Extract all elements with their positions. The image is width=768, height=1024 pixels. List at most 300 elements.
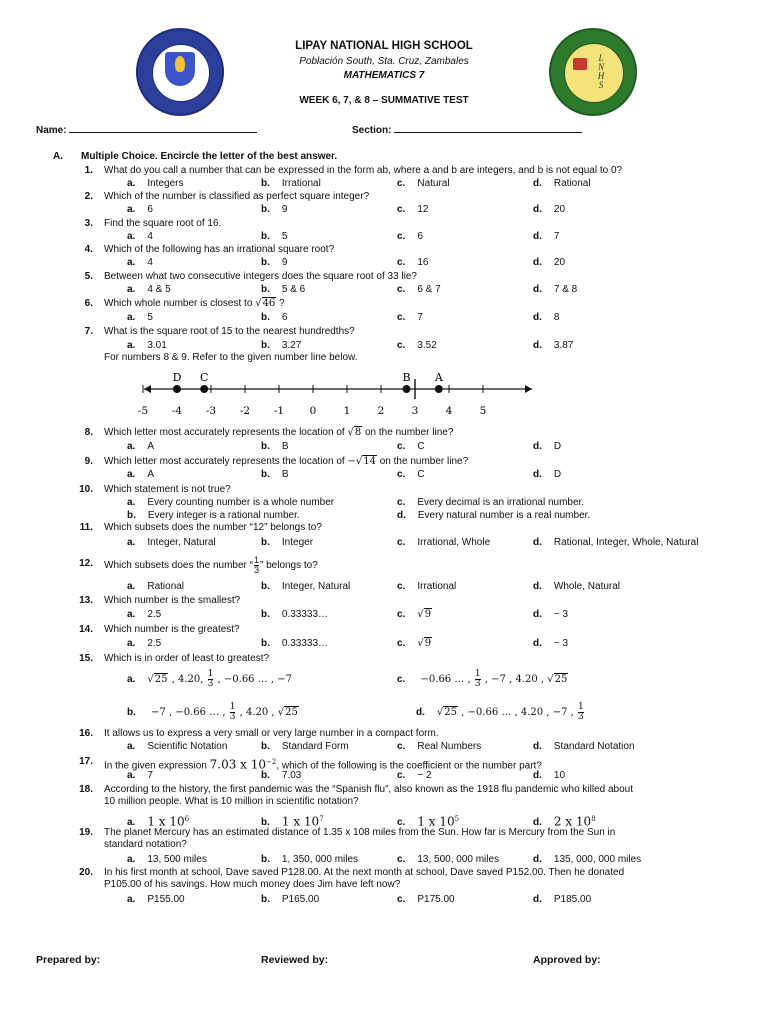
section-label: Section: <box>352 125 392 136</box>
option-text: 8 <box>553 312 560 323</box>
question-text <box>104 191 369 203</box>
option-text: 12 <box>417 204 429 215</box>
question-stem: Which whole number is closest to <box>104 298 253 309</box>
option-b[interactable] <box>261 854 358 866</box>
option-letter: d. <box>533 894 542 905</box>
option-c[interactable] <box>397 894 455 906</box>
option-d[interactable] <box>533 741 635 753</box>
option-letter: c. <box>397 441 406 452</box>
sqrt-expression: √9 <box>417 609 432 620</box>
option-text: Integer, Natural <box>147 537 216 548</box>
tick-label: -5 <box>137 405 149 417</box>
option-letter: b. <box>261 312 270 323</box>
question-number: 5. <box>84 271 93 282</box>
option-d[interactable] <box>533 340 573 352</box>
option-text: Irrational <box>281 178 321 189</box>
prepared-by: Prepared by: <box>36 954 101 966</box>
option-text: 4 <box>147 231 153 242</box>
option-letter: a. <box>127 441 136 452</box>
option-d[interactable] <box>533 581 620 593</box>
option-text: Irrational, Whole <box>417 537 491 548</box>
option-text: A <box>147 469 155 480</box>
option-a[interactable] <box>127 312 153 324</box>
option-text: 1, 350, 000 miles <box>281 854 359 865</box>
question-text <box>104 271 417 283</box>
option-d[interactable] <box>533 609 568 621</box>
option-letter: c. <box>397 178 406 189</box>
option-c[interactable] <box>397 178 450 190</box>
tick-label: 1 <box>343 405 351 417</box>
option-c[interactable] <box>397 668 568 692</box>
option-text: 6 <box>281 312 288 323</box>
denominator: 3 <box>229 712 236 722</box>
option-b[interactable] <box>261 770 301 782</box>
option-text: , −0.66 … , −7 <box>214 674 292 685</box>
option-text: 5 <box>147 312 153 323</box>
option-d[interactable] <box>533 469 561 481</box>
sqrt-expression: √14 <box>355 456 376 467</box>
question-stem: What do you call a number that can be expressed in the form ab, where a and b are integers, and b is not equal to 0? <box>104 165 623 176</box>
approved-by: Approved by: <box>533 954 601 966</box>
question-text <box>104 756 542 772</box>
option-c[interactable] <box>397 231 423 243</box>
option-text: 3.52 <box>417 340 437 351</box>
number-line <box>137 366 540 422</box>
option-c[interactable] <box>397 741 481 753</box>
option-text: , −7 , 4.20 , <box>481 674 548 685</box>
option-letter: b. <box>261 204 270 215</box>
option-letter: a. <box>127 581 136 592</box>
sqrt-expression: √46 <box>255 298 276 309</box>
option-d[interactable] <box>533 204 565 216</box>
option-text: 4 <box>147 257 153 268</box>
option-text: 5 <box>281 231 288 242</box>
option-letter: b. <box>261 638 270 649</box>
option-text: 6 <box>417 231 423 242</box>
option-a[interactable] <box>127 284 171 296</box>
option-text: 3.27 <box>281 340 302 351</box>
point-b <box>403 385 411 393</box>
option-text: 135, 000, 000 miles <box>553 854 642 865</box>
option-text: 13, 500 miles <box>147 854 207 865</box>
denominator: 3 <box>577 712 584 722</box>
sqrt-expression: √25 <box>147 674 168 685</box>
option-text: A <box>147 441 155 452</box>
option-text: P185.00 <box>553 894 592 905</box>
option-text: Scientific Notation <box>147 741 228 752</box>
option-a[interactable] <box>127 204 153 216</box>
question-text <box>104 456 468 468</box>
question-number: 8. <box>84 427 93 438</box>
question-end: on the number line? <box>364 427 454 438</box>
fraction <box>475 670 481 689</box>
numerator: 1 <box>253 555 259 565</box>
option-letter: c. <box>397 817 406 829</box>
option-letter: c. <box>397 469 406 480</box>
tick-label: 4 <box>445 405 453 417</box>
option-text: 7 <box>147 770 153 781</box>
option-text: , 4.20 , <box>236 707 278 718</box>
question-stem: Which number is the greatest? <box>104 624 240 635</box>
question-number: 10. <box>79 484 93 495</box>
option-text: Rational <box>553 178 591 189</box>
reviewed-by: Reviewed by: <box>261 954 329 966</box>
option-text: − 3 <box>553 609 569 620</box>
exponent: −2 <box>266 758 277 766</box>
option-a[interactable] <box>127 469 154 481</box>
option-letter: b. <box>261 178 270 189</box>
tick-label: -1 <box>273 405 285 417</box>
option-text: P175.00 <box>417 894 455 905</box>
option-letter: b. <box>261 340 270 351</box>
option-text: Integers <box>147 178 184 189</box>
option-a[interactable] <box>127 178 183 190</box>
option-text: 2.5 <box>147 638 162 649</box>
name-blank[interactable] <box>69 122 257 133</box>
option-b[interactable] <box>127 701 299 725</box>
option-a[interactable] <box>127 770 153 782</box>
option-d[interactable] <box>416 701 585 725</box>
option-letter: b. <box>261 894 270 905</box>
option-letter: b. <box>261 469 270 480</box>
option-b[interactable] <box>261 537 313 549</box>
option-letter: d. <box>533 312 542 323</box>
option-letter: a. <box>127 609 136 620</box>
option-b[interactable] <box>261 469 289 481</box>
option-letter: b. <box>261 817 270 829</box>
question-stem: Which number is the smallest? <box>104 595 241 606</box>
option-text: − 2 <box>417 770 432 781</box>
option-letter: a. <box>127 178 136 189</box>
option-b[interactable] <box>261 581 350 593</box>
option-d[interactable] <box>533 231 559 243</box>
option-b[interactable] <box>261 741 349 753</box>
option-d[interactable] <box>533 284 577 296</box>
option-letter: d. <box>533 638 542 649</box>
option-b[interactable] <box>261 441 289 453</box>
option-text: Every counting number is a whole number <box>147 497 335 508</box>
option-c[interactable] <box>397 312 423 324</box>
expression: 1 x 10 <box>281 814 320 829</box>
option-d[interactable] <box>533 257 565 269</box>
option-letter: c. <box>397 340 406 351</box>
option-c[interactable] <box>397 770 432 782</box>
option-text: Real Numbers <box>417 741 482 752</box>
question-stem: Which of the following has an irrational square root? <box>104 244 335 255</box>
option-text: D <box>553 469 562 480</box>
option-a[interactable] <box>127 854 207 866</box>
radicand: 25 <box>285 707 298 718</box>
option-c[interactable] <box>397 441 425 453</box>
question-stem: Which of the number is classified as perfect square integer? <box>104 191 370 202</box>
question-number: 14. <box>79 624 93 635</box>
option-text: Rational <box>147 581 185 592</box>
option-c[interactable] <box>397 609 432 621</box>
fraction <box>254 556 259 575</box>
denominator: 3 <box>253 565 259 575</box>
option-letter: c. <box>397 854 406 865</box>
option-text: 0.33333… <box>281 638 329 649</box>
option-text: 4 & 5 <box>147 284 171 295</box>
point-a <box>435 385 443 393</box>
option-letter: b. <box>261 231 270 242</box>
question-number: 17. <box>79 756 93 767</box>
question-stem: Which subsets does the number “ <box>104 560 253 572</box>
question-text <box>104 298 285 310</box>
option-b[interactable] <box>261 178 321 190</box>
option-b[interactable] <box>261 257 287 269</box>
option-a[interactable] <box>127 638 161 650</box>
exponent: 5 <box>454 815 460 823</box>
tick-label: 2 <box>377 405 385 417</box>
radicand: 9 <box>424 609 432 620</box>
option-letter: a. <box>127 537 136 548</box>
option-d[interactable] <box>533 178 591 190</box>
option-text: 5 & 6 <box>281 284 306 295</box>
option-c[interactable] <box>397 469 425 481</box>
school-name: LIPAY NATIONAL HIGH SCHOOL <box>295 40 473 52</box>
question-text <box>104 165 622 177</box>
radicand: 8 <box>354 427 362 438</box>
point-c <box>200 385 208 393</box>
option-letter: d. <box>533 854 542 865</box>
arrow-left <box>144 385 151 393</box>
option-b[interactable] <box>261 340 301 352</box>
option-text: 6 <box>147 204 153 215</box>
question-number: 19. <box>79 827 93 838</box>
option-text: Natural <box>417 178 450 189</box>
option-b[interactable] <box>261 312 287 324</box>
option-letter: b. <box>261 284 270 295</box>
question-text <box>104 427 453 439</box>
option-text: −0.66 … , <box>417 674 474 685</box>
fraction <box>208 670 214 689</box>
question-text <box>104 867 624 879</box>
question-stem: Which is in order of least to greatest? <box>104 653 270 664</box>
option-a[interactable] <box>127 581 184 593</box>
question-end: on the number line? <box>379 456 469 467</box>
option-a[interactable] <box>127 668 292 692</box>
tick-label: 5 <box>479 405 487 417</box>
option-text: Rational, Integer, Whole, Natural <box>553 537 699 548</box>
question-text <box>104 556 318 575</box>
question-number: 1. <box>84 165 93 176</box>
option-letter: d. <box>533 741 542 752</box>
option-a[interactable] <box>127 537 216 549</box>
option-b[interactable] <box>261 231 287 243</box>
option-text: 13, 500, 000 miles <box>417 854 500 865</box>
option-letter: b. <box>261 609 270 620</box>
section-blank[interactable] <box>394 122 582 133</box>
option-a[interactable] <box>127 741 227 753</box>
question-number: 9. <box>84 456 93 467</box>
question-text <box>104 484 231 496</box>
question-stem: In his first month at school, Dave saved P128.00. At the next month at school, Dave saved P152.00. Then he donated <box>104 867 625 878</box>
option-letter: b. <box>261 441 270 452</box>
point-label: B <box>402 371 411 384</box>
question-end: ? <box>279 298 285 309</box>
option-letter: d. <box>533 340 542 351</box>
option-c[interactable] <box>397 537 490 549</box>
option-c[interactable] <box>397 257 428 269</box>
school-address: Población South, Sta. Cruz, Zambales <box>299 56 469 67</box>
option-letter: d. <box>533 770 542 781</box>
option-letter: d. <box>533 284 542 295</box>
option-a[interactable] <box>127 497 334 509</box>
option-text: P165.00 <box>281 894 320 905</box>
option-text: 7 & 8 <box>553 284 578 295</box>
option-letter: b. <box>127 707 136 718</box>
option-text: Standard Form <box>281 741 349 752</box>
option-b[interactable] <box>127 510 300 522</box>
option-letter: d. <box>533 178 542 189</box>
option-letter: c. <box>397 770 406 781</box>
option-letter: c. <box>397 894 406 905</box>
option-text: Irrational <box>417 581 457 592</box>
option-letter: b. <box>261 581 270 592</box>
question-stem: What is the square root of 15 to the nearest hundredths? <box>104 326 355 337</box>
option-b[interactable] <box>261 894 319 906</box>
option-text: 7 <box>553 231 560 242</box>
option-text: 3.01 <box>147 340 167 351</box>
question-text-line2: P105.00 of his savings. How much money does Jim have left now? <box>104 879 401 890</box>
option-text: 7 <box>417 312 423 323</box>
question-text-line2: standard notation? <box>104 839 187 850</box>
option-d[interactable] <box>533 854 641 866</box>
option-text: 9 <box>281 257 288 268</box>
option-text: − 3 <box>553 638 569 649</box>
option-c[interactable] <box>397 581 456 593</box>
question-stem: Find the square root of 16. <box>104 218 222 229</box>
sqrt-expression: √25 <box>277 707 298 718</box>
option-text: D <box>553 441 562 452</box>
radicand: 14 <box>363 456 376 467</box>
option-text: Every decimal is an irrational number. <box>417 497 585 508</box>
option-a[interactable] <box>127 257 153 269</box>
option-c[interactable] <box>397 204 428 216</box>
option-letter: b. <box>261 537 270 548</box>
point-label: A <box>434 371 443 384</box>
option-d[interactable] <box>533 894 591 906</box>
option-letter: c. <box>397 537 406 548</box>
option-letter: d. <box>533 441 542 452</box>
point-label: D <box>172 371 182 384</box>
option-c[interactable] <box>397 854 499 866</box>
option-letter: a. <box>127 674 136 685</box>
option-letter: d. <box>416 707 425 718</box>
subject-title: MATHEMATICS 7 <box>343 70 425 81</box>
option-letter: a. <box>127 231 136 242</box>
option-d[interactable] <box>533 312 559 324</box>
question-end: , which of the following is the coefficient or the number part? <box>276 760 542 772</box>
option-text: P155.00 <box>147 894 185 905</box>
question-stem: Which letter most accurately represents the location of <box>104 456 345 467</box>
numerator: 1 <box>207 669 214 679</box>
name-field[interactable] <box>36 122 257 136</box>
numerator: 1 <box>577 702 584 712</box>
option-a[interactable] <box>127 340 167 352</box>
option-text: 3.87 <box>553 340 574 351</box>
option-a[interactable] <box>127 894 185 906</box>
option-d[interactable] <box>533 537 698 549</box>
option-text: C <box>417 441 425 452</box>
question-text <box>104 218 221 230</box>
question-text <box>104 244 334 256</box>
option-text: Every integer is a rational number. <box>147 510 300 521</box>
option-letter: d. <box>533 581 542 592</box>
question-number: 20. <box>79 867 93 878</box>
question-text <box>104 728 439 740</box>
option-d[interactable] <box>397 510 590 522</box>
tick-label: 0 <box>309 405 317 417</box>
option-c[interactable] <box>397 340 437 352</box>
question-number: 2. <box>84 191 93 202</box>
option-letter: c. <box>397 497 406 508</box>
option-b[interactable] <box>261 638 328 650</box>
exponent: 7 <box>319 815 324 823</box>
option-text: 6 & 7 <box>417 284 441 295</box>
option-letter: a. <box>127 638 136 649</box>
question-number: 7. <box>84 326 93 337</box>
tick-label: -2 <box>239 405 251 417</box>
radicand: 25 <box>444 707 457 718</box>
sqrt-expression: √8 <box>347 427 362 438</box>
expression: 2 x 10 <box>553 814 592 829</box>
option-text: Whole, Natural <box>553 581 621 592</box>
option-d[interactable] <box>533 638 568 650</box>
option-a[interactable] <box>127 231 153 243</box>
option-letter: a. <box>127 469 136 480</box>
numerator: 1 <box>474 669 481 679</box>
option-c[interactable] <box>397 284 441 296</box>
option-letter: a. <box>127 257 136 268</box>
option-letter: a. <box>127 312 136 323</box>
option-d[interactable] <box>533 441 561 453</box>
option-b[interactable] <box>261 284 305 296</box>
option-letter: c. <box>397 204 406 215</box>
option-letter: a. <box>127 204 136 215</box>
option-text: 20 <box>553 257 566 268</box>
question-stem: The planet Mercury has an estimated distance of 1.35 x 108 miles from the Sun. How far is Mercury from the Sun in <box>104 827 616 838</box>
option-text: Integer <box>281 537 314 548</box>
question-stem: According to the history, the first pandemic was the “Spanish flu”, also known as the 1918 flu pandemic who killed about <box>104 784 633 795</box>
question-number: 18. <box>79 784 93 795</box>
question-number: 11. <box>79 522 93 533</box>
question-text <box>104 653 269 665</box>
exponent: 6 <box>184 815 190 823</box>
radicand: 25 <box>554 674 568 685</box>
option-b[interactable] <box>261 204 287 216</box>
section-field[interactable] <box>352 122 582 136</box>
option-letter: d. <box>533 537 542 548</box>
question-end: ” belongs to? <box>259 560 318 572</box>
option-d[interactable] <box>533 770 565 782</box>
expression: 1 x 10 <box>417 814 455 829</box>
option-letter: c. <box>397 231 406 242</box>
option-a[interactable] <box>127 609 161 621</box>
option-b[interactable] <box>261 609 328 621</box>
denominator: 3 <box>207 679 214 689</box>
option-text: B <box>281 469 289 480</box>
point-label: C <box>199 371 209 384</box>
sqrt-expression: √9 <box>417 638 432 649</box>
radicand: 46 <box>262 298 276 309</box>
option-a[interactable] <box>127 441 154 453</box>
fraction <box>578 703 584 722</box>
option-c[interactable] <box>397 497 584 509</box>
question-number: 16. <box>79 728 93 739</box>
option-c[interactable] <box>397 638 432 650</box>
